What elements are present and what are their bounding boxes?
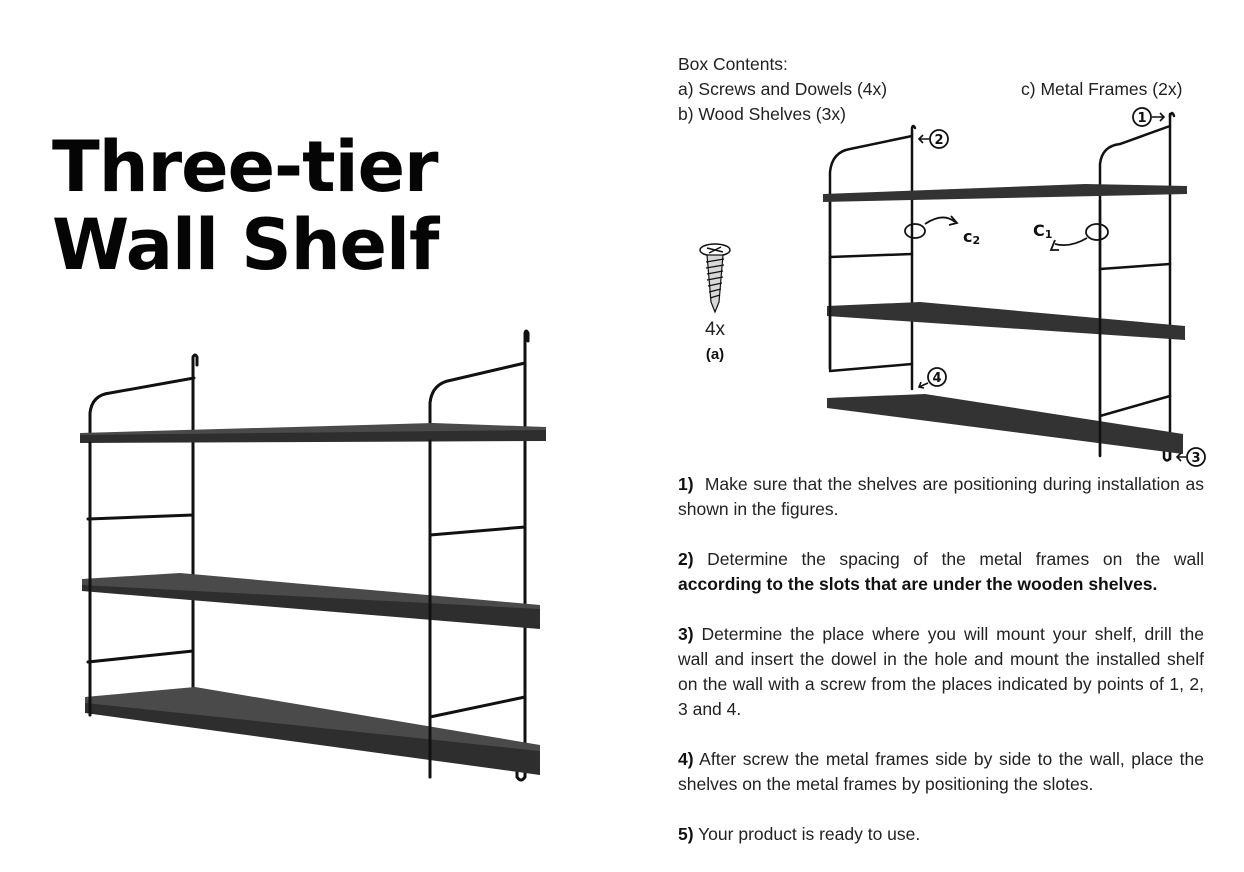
right-frame-top-rail	[430, 363, 525, 403]
point-marker-4	[919, 368, 946, 388]
screw-icon	[695, 242, 735, 314]
left-frame-top-rail	[90, 378, 194, 413]
step-5: 5) Your product is ready to use.	[678, 824, 921, 844]
box-contents-item-c: c) Metal Frames (2x)	[1021, 79, 1183, 99]
box-contents-heading: Box Contents:	[678, 54, 788, 74]
right-frame-crossbar-2	[430, 697, 525, 717]
screw-tag: (a)	[705, 346, 725, 363]
svg-text:2: 2	[934, 133, 944, 148]
assembly-diagram	[815, 104, 1215, 469]
slot-marker-c1	[1086, 224, 1108, 240]
label-c1: C1	[1033, 221, 1053, 241]
instruction-steps	[678, 472, 1204, 872]
left-frame-crossbar-2	[88, 651, 193, 662]
slot-marker-c2	[905, 224, 925, 238]
right-frame-crossbar-1	[430, 527, 525, 535]
step-2: 2) Determine the spacing of the metal frames on the wall according to the slots that are under the wooden shelves.	[678, 549, 1204, 594]
step-3: 3) Determine the place where you will mount your shelf, drill the wall and insert the dowel in the hole and mount the installed shelf on the wall with a screw from the places indicated by points of 1, 2, 3 and 4.	[678, 624, 1204, 719]
screw-count: 4x	[704, 319, 726, 340]
left-frame-crossbar-1	[88, 515, 193, 519]
page-title	[52, 128, 438, 284]
title-line-2: Wall Shelf	[52, 204, 439, 286]
svg-text:1: 1	[1137, 111, 1147, 126]
point-marker-2	[919, 130, 948, 148]
label-c2: c2	[963, 227, 981, 247]
right-frame-hook-top	[525, 331, 528, 363]
shelf-illustration	[70, 325, 570, 795]
step-4: 4) After screw the metal frames side by side to the wall, place the shelves on the metal frames by positioning the slotes.	[678, 749, 1204, 794]
svg-text:3: 3	[1191, 451, 1201, 466]
step-1: 1) Make sure that the shelves are positioning during installation as shown in the figures.	[678, 474, 1204, 519]
point-marker-1	[1133, 108, 1164, 126]
title-line-1: Three-tier	[52, 126, 438, 208]
svg-text:4: 4	[932, 371, 942, 386]
box-contents-item-b: b) Wood Shelves (3x)	[678, 104, 846, 124]
left-frame-hook	[193, 355, 197, 380]
box-contents-item-a: a) Screws and Dowels (4x)	[678, 79, 888, 99]
